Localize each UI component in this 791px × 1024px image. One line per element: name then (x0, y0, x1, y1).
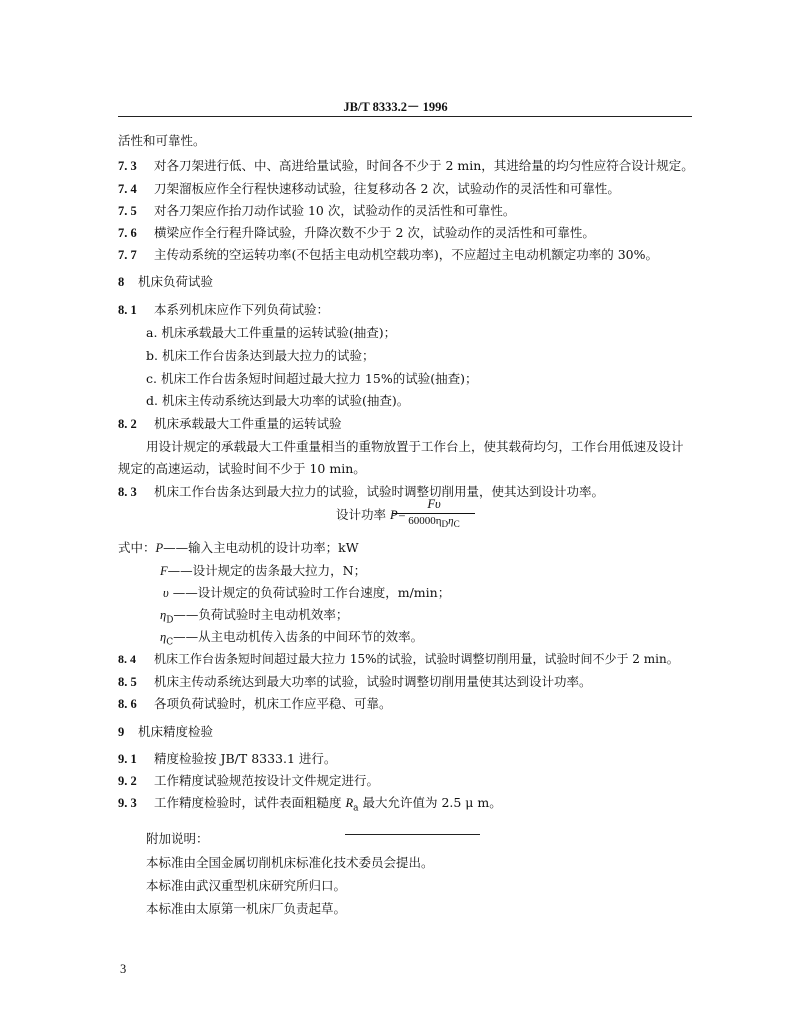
symbol: P (155, 541, 164, 555)
where-label: 式中： (118, 540, 156, 555)
formula-fraction (393, 497, 475, 529)
note-line: 本标准由太原第一机床厂负责起草。 (146, 901, 347, 916)
symbol: η (160, 630, 167, 644)
definition: ——设计规定的齿条最大拉力，N； (167, 563, 367, 578)
section-8-heading (118, 272, 213, 290)
clause-number: 7. 4 (118, 182, 137, 196)
symbol: F (160, 564, 168, 578)
denominator-sub-d: D (441, 519, 449, 530)
denominator-eta: η (448, 515, 454, 527)
section-number: 9 (118, 725, 125, 739)
header-rule (118, 116, 692, 117)
clause-text: 机床工作台齿条达到最大拉力的试验，试验时调整切削用量，使其达到设计功率。 (154, 484, 605, 499)
list-item-d: d. 机床主传动系统达到最大功率的试验(抽查)。 (146, 393, 410, 408)
clause-number: 9. 2 (118, 774, 137, 788)
symbol: υ (163, 586, 169, 600)
formula-denominator (393, 515, 475, 529)
clause-9-2 (118, 771, 379, 789)
clause-number: 8. 6 (118, 697, 137, 711)
clause-8-6 (118, 694, 392, 712)
clause-7-7 (118, 245, 658, 263)
denominator-sub-c: C (453, 519, 460, 530)
definition-line (160, 605, 348, 626)
clause-7-6 (118, 223, 595, 241)
clause-text: 工作精度检验时，试件表面粗糙度 (154, 795, 346, 810)
clause-number: 9. 1 (118, 752, 137, 766)
clause-8-2 (118, 414, 342, 432)
clause-text: 机床主传动系统达到最大功率的试验，试验时调整切削用量使其达到设计功率。 (154, 674, 592, 689)
symbol-subscript: C (166, 637, 174, 648)
clause-text: 精度检验按 JB/T 8333.1 进行。 (154, 751, 337, 766)
symbol: η (160, 608, 167, 622)
clause-text: 主传动系统的空运转功率(不包括主电动机空载功率)，不应超过主电动机额定功率的 30%。 (154, 247, 659, 262)
section-9-heading (118, 722, 213, 740)
where-line (118, 538, 359, 556)
clause-7-4 (118, 179, 620, 197)
clause-number: 8. 2 (118, 417, 137, 431)
clause-number: 8. 1 (118, 303, 137, 317)
clause-7-5 (118, 201, 515, 219)
clause-9-1 (118, 749, 336, 767)
clause-number: 7. 6 (118, 226, 137, 240)
page-number: 3 (120, 962, 127, 976)
definition-line (163, 583, 450, 601)
definition: ——设计规定的负荷试验时工作台速度，m/min； (168, 585, 451, 600)
note-line: 本标准由全国金属切削机床标准化技术委员会提出。 (146, 855, 434, 870)
document-code-header: JB/T 8333.2－ 1996 (343, 100, 448, 114)
clause-text: 机床承载最大工件重量的运转试验 (154, 416, 342, 431)
note-rule (345, 834, 480, 835)
definition-line (160, 561, 366, 579)
clause-number: 9. 3 (118, 796, 137, 810)
clause-text: 工作精度试验规范按设计文件规定进行。 (154, 773, 380, 788)
formula-label-text: 设计功率 (336, 507, 390, 522)
section-title: 机床精度检验 (138, 724, 214, 739)
clause-number: 7. 3 (118, 159, 137, 173)
clause-text: 刀架溜板应作全行程快速移动试验，往复移动各 2 次，试验动作的灵活性和可靠性。 (154, 181, 620, 196)
clause-text: 对各刀架应作抬刀动作试验 10 次，试验动作的灵活性和可靠性。 (154, 203, 516, 218)
section-number: 8 (118, 275, 125, 289)
definition-line (160, 627, 423, 648)
clause-text: 各项负荷试验时，机床工作应平稳、可靠。 (154, 696, 392, 711)
clause-8-4 (118, 650, 679, 667)
definition: ——负荷试验时主电动机效率； (173, 607, 349, 622)
paragraph-line: 规定的高速运动，试验时间不少于 10 min。 (118, 461, 366, 476)
clause-number: 8. 3 (118, 485, 137, 499)
symbol: R (345, 796, 354, 810)
clause-number: 8. 5 (118, 675, 137, 689)
clause-text: 最大允许值为 2.5 μ m。 (358, 795, 502, 810)
symbol-subscript: D (166, 615, 174, 626)
clause-text: 横梁应作全行程升降试验，升降次数不少于 2 次，试验动作的灵活性和可靠性。 (154, 225, 595, 240)
fraction-bar (393, 513, 475, 514)
clause-text: 机床工作台齿条短时间超过最大拉力 15%的试验，试验时调整切削用量，试验时间不少于 2 min。 (154, 652, 679, 666)
definition: ——从主电动机传入齿条的中间环节的效率。 (173, 629, 424, 644)
denominator-base: 60000η (408, 515, 442, 527)
clause-8-5 (118, 672, 592, 690)
note-title: 附加说明： (146, 831, 209, 846)
formula-lhs: P= (389, 508, 407, 522)
power-formula (336, 497, 556, 533)
clause-text: 对各刀架进行低、中、高进给量试验，时间各不少于 2 min，其进给量的均匀性应符合设计规定。 (154, 158, 694, 173)
list-item-a: a. 机床承载最大工件重量的运转试验(抽查)； (146, 325, 397, 340)
clause-7-3 (118, 156, 694, 174)
symbol-subscript: a (353, 803, 359, 814)
clause-9-3 (118, 793, 502, 814)
definition: ——输入主电动机的设计功率；kW (163, 540, 359, 555)
paragraph-line: 用设计规定的承载最大工件重量相当的重物放置于工作台上，使其载荷均匀，工作台用低速及设计 (146, 439, 684, 454)
continued-text: 活性和可靠性。 (118, 133, 206, 148)
list-item-b: b. 机床工作台齿条达到最大拉力的试验； (146, 348, 375, 363)
clause-number: 7. 5 (118, 204, 137, 218)
section-title: 机床负荷试验 (138, 274, 214, 289)
formula-numerator: Fυ (427, 497, 441, 511)
list-item-c: c. 机床工作台齿条短时间超过最大拉力 15%的试验(抽查)； (146, 371, 478, 386)
note-line: 本标准由武汉重型机床研究所归口。 (146, 878, 347, 893)
clause-8-1 (118, 300, 329, 318)
clause-number: 8. 4 (118, 652, 136, 666)
clause-text: 本系列机床应作下列负荷试验： (154, 302, 330, 317)
clause-number: 7. 7 (118, 248, 137, 262)
